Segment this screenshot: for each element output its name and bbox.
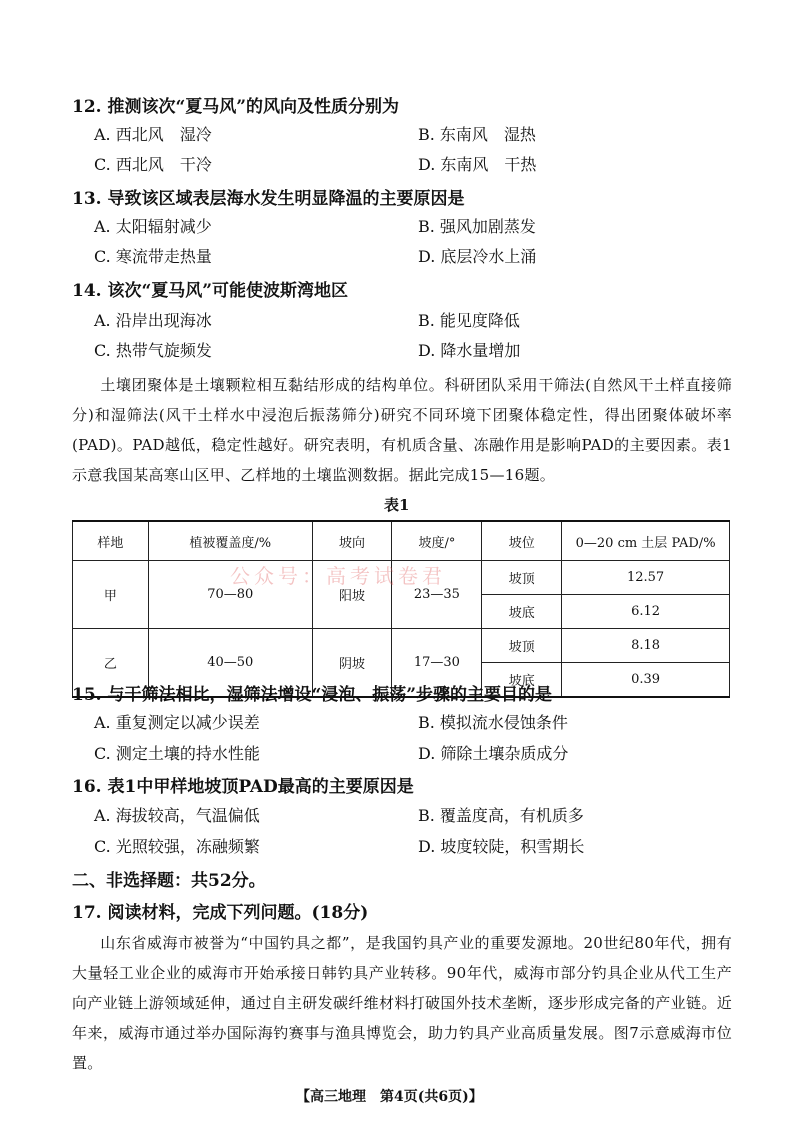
slope-position: 坡顶 xyxy=(482,629,562,663)
q13-option-b[interactable]: B. 强风加剧蒸发 xyxy=(418,217,536,236)
question-12-stem: 12. 推测该次“夏马风”的风向及性质分别为 xyxy=(72,97,400,117)
q16-option-c[interactable]: C. 光照较强，冻融频繁 xyxy=(94,837,260,856)
soil-monitoring-table xyxy=(72,520,730,698)
pad-value: 0.39 xyxy=(562,663,730,698)
q12-option-b[interactable]: B. 东南风 湿热 xyxy=(418,125,536,144)
slope-aspect: 阳坡 xyxy=(312,561,392,629)
q15-option-c[interactable]: C. 测定土壤的持水性能 xyxy=(94,744,260,763)
passage-weihai-text: 山东省威海市被誉为“中国钓具之都”，是我国钓具产业的重要发源地。20世纪80年代，拥有大量轻工业企业的威海市开始承接日韩钓具产业转移。90年代，威海市部分钓具企业从代工生产向产业链上游领域延伸，通过自主研发碳纤维材料打破国外技术垄断，逐步形成完备的产业链。近年来，威海市通过举办国际海钓赛事与渔具博览会，助力钓具产业高质量发展。图7示意威海市位置。 xyxy=(72,934,732,1072)
question-16-stem: 16. 表1中甲样地坡顶PAD最高的主要原因是 xyxy=(72,777,414,797)
question-14-stem: 14. 该次“夏马风”可能使波斯湾地区 xyxy=(72,281,349,301)
pad-value: 12.57 xyxy=(562,561,730,595)
site-name: 乙 xyxy=(73,629,149,698)
table-row xyxy=(73,561,730,595)
q16-option-a[interactable]: A. 海拔较高，气温偏低 xyxy=(94,806,260,825)
slope-degree: 23—35 xyxy=(392,561,482,629)
section-2-heading: 二、非选择题：共52分。 xyxy=(72,871,266,891)
slope-aspect: 阴坡 xyxy=(312,629,392,698)
header-aspect: 坡向 xyxy=(312,521,392,561)
table-row xyxy=(73,629,730,663)
vegetation-cover: 40—50 xyxy=(148,629,312,698)
passage-weihai xyxy=(72,928,732,1078)
header-slope-position: 坡位 xyxy=(482,521,562,561)
slope-position: 坡顶 xyxy=(482,561,562,595)
header-vegetation-cover: 植被覆盖度/% xyxy=(148,521,312,561)
site-name: 甲 xyxy=(73,561,149,629)
header-site: 样地 xyxy=(73,521,149,561)
page-footer: 【高三地理 第4页(共6页)】 xyxy=(296,1089,483,1105)
q14-option-b[interactable]: B. 能见度降低 xyxy=(418,311,520,330)
header-pad: 0—20 cm 土层 PAD/% xyxy=(562,521,730,561)
q12-option-a[interactable]: A. 西北风 湿冷 xyxy=(94,125,212,144)
q15-option-a[interactable]: A. 重复测定以减少误差 xyxy=(94,713,260,732)
vegetation-cover: 70—80 xyxy=(148,561,312,629)
q16-option-b[interactable]: B. 覆盖度高，有机质多 xyxy=(418,806,584,825)
watermark: 公众号：高考试卷君 xyxy=(230,564,446,588)
q12-option-d[interactable]: D. 东南风 干热 xyxy=(418,155,537,174)
table-caption: 表1 xyxy=(384,496,410,514)
q14-option-c[interactable]: C. 热带气旋频发 xyxy=(94,341,212,360)
question-17-stem: 17. 阅读材料，完成下列问题。(18分) xyxy=(72,903,369,923)
pad-value: 8.18 xyxy=(562,629,730,663)
q13-option-d[interactable]: D. 底层冷水上涌 xyxy=(418,247,537,266)
q15-option-d[interactable]: D. 筛除土壤杂质成分 xyxy=(418,744,569,763)
q12-option-c[interactable]: C. 西北风 干冷 xyxy=(94,155,212,174)
slope-position: 坡底 xyxy=(482,595,562,629)
slope-position: 坡底 xyxy=(482,663,562,698)
q13-option-c[interactable]: C. 寒流带走热量 xyxy=(94,247,212,266)
pad-value: 6.12 xyxy=(562,595,730,629)
q15-option-b[interactable]: B. 模拟流水侵蚀条件 xyxy=(418,713,568,732)
q16-option-d[interactable]: D. 坡度较陡，积雪期长 xyxy=(418,837,585,856)
q14-option-a[interactable]: A. 沿岸出现海冰 xyxy=(94,311,212,330)
table-header-row xyxy=(73,521,730,561)
header-slope: 坡度/° xyxy=(392,521,482,561)
slope-degree: 17—30 xyxy=(392,629,482,698)
question-13-stem: 13. 导致该区域表层海水发生明显降温的主要原因是 xyxy=(72,189,465,209)
passage-soil-aggregates-text: 土壤团聚体是土壤颗粒相互黏结形成的结构单位。科研团队采用干筛法(自然风干土样直接筛分)和湿筛法(风干土样水中浸泡后振荡筛分)研究不同环境下团聚体稳定性，得出团聚体破坏率(PAD)。PAD越低，稳定性越好。研究表明，有机质含量、冻融作用是影响PAD的主要因素。表1示意我国某高寒山区甲、乙样地的土壤监测数据。据此完成15—16题。 xyxy=(72,376,732,484)
question-15-stem: 15. 与干筛法相比，湿筛法增设“浸泡、振荡”步骤的主要目的是 xyxy=(72,685,553,705)
q14-option-d[interactable]: D. 降水量增加 xyxy=(418,341,521,360)
passage-soil-aggregates xyxy=(72,370,732,490)
q13-option-a[interactable]: A. 太阳辐射减少 xyxy=(94,217,212,236)
